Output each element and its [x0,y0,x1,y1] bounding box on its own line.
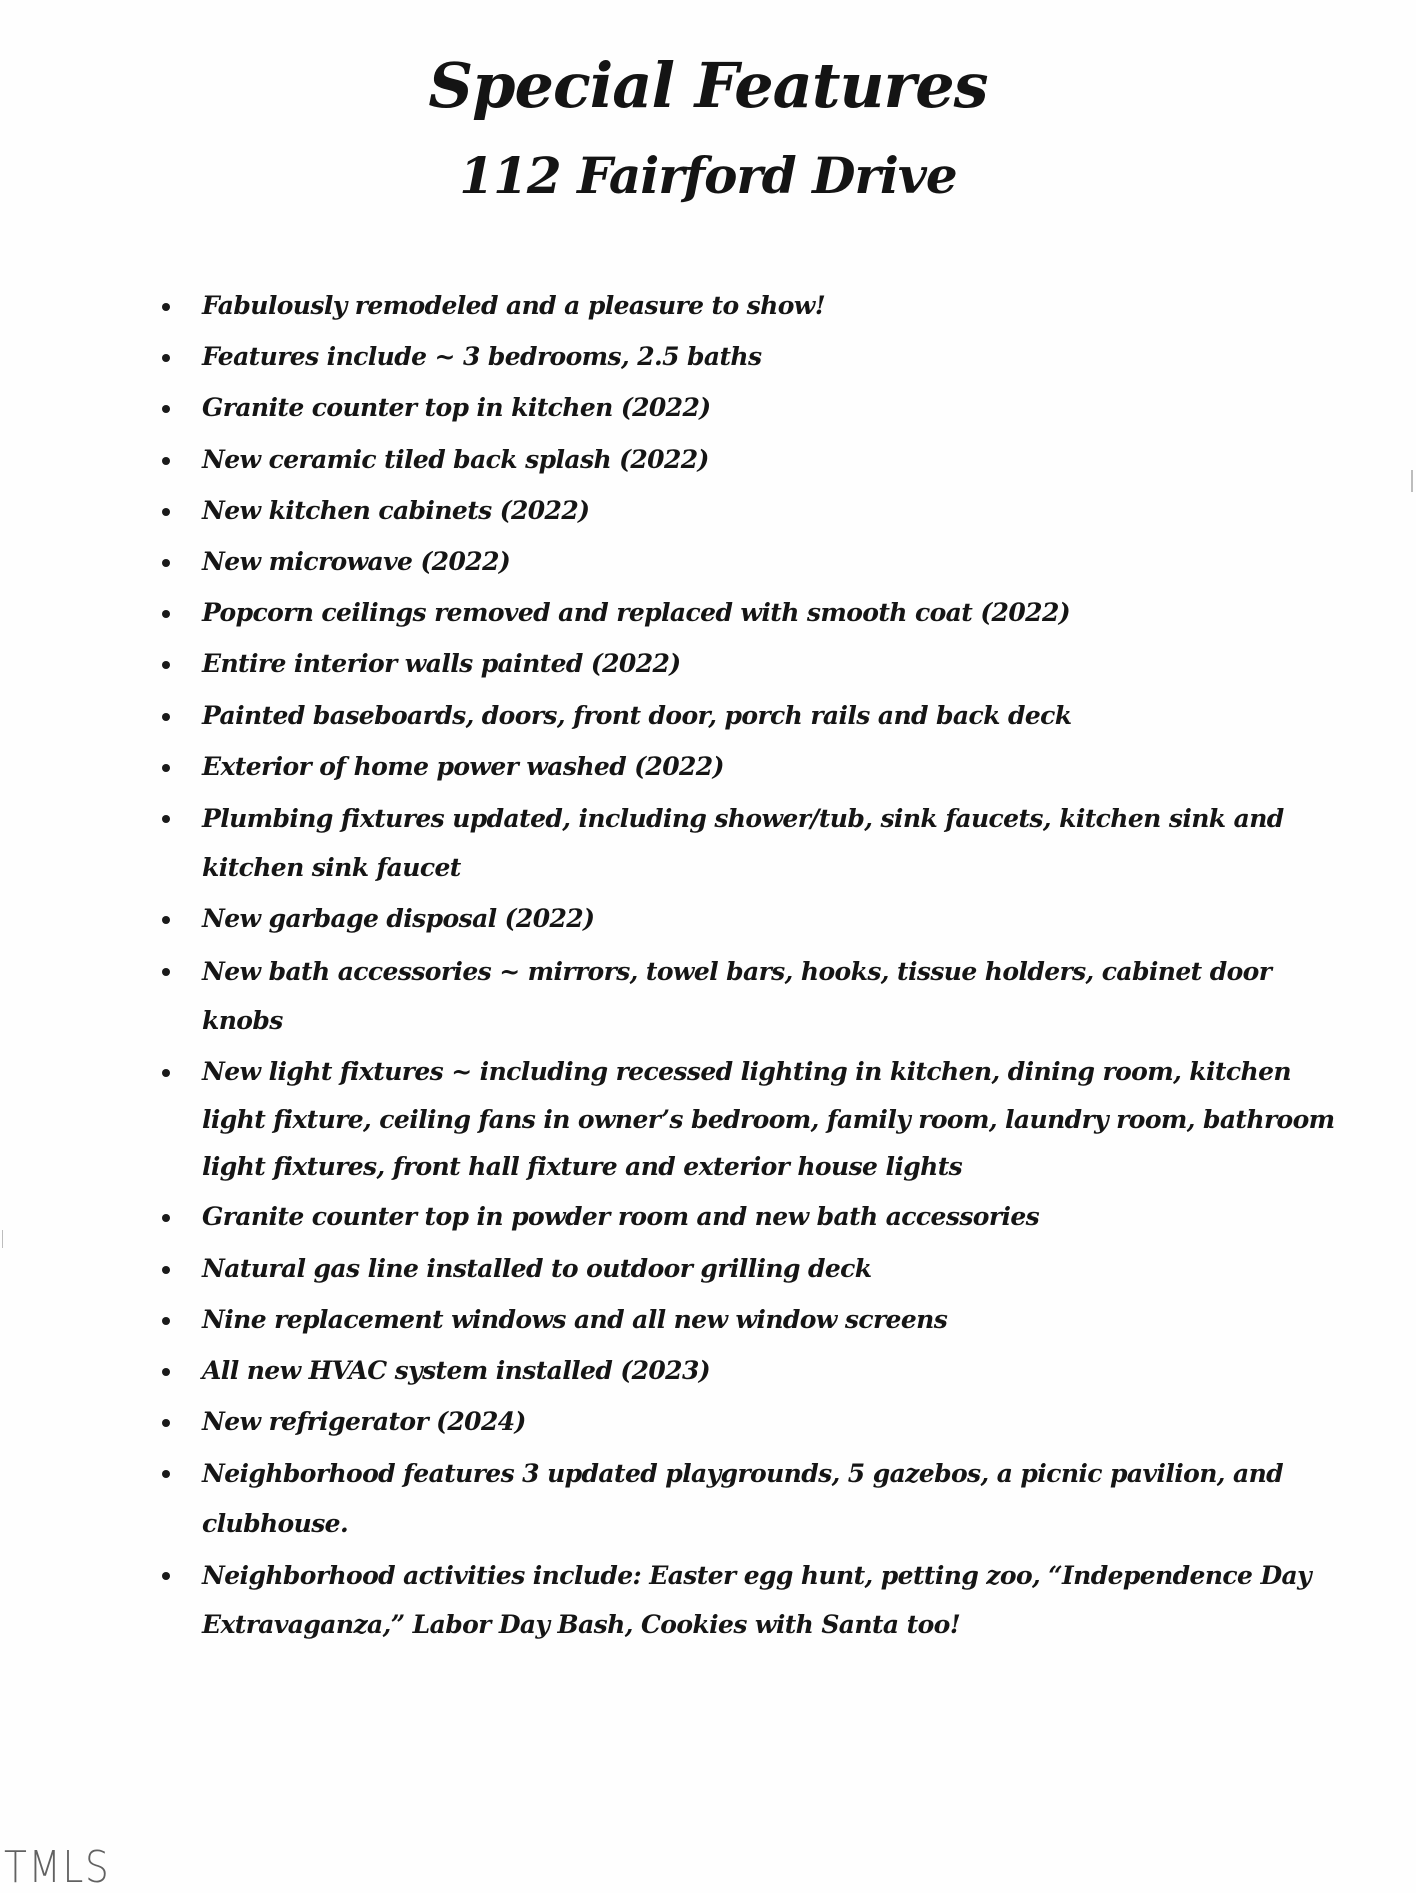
feature-text: New refrigerator (2024) [202,1407,526,1437]
feature-text: Granite counter top in kitchen (2022) [202,393,711,423]
bullet-icon [162,354,170,362]
bullet-icon [162,457,170,465]
bullet-icon [162,661,170,669]
bullet-icon [162,968,170,976]
feature-text: Plumbing fixtures updated, including shower/tub, sink faucets, kitchen sink and kitchen sink faucet [202,803,1284,883]
feature-text: New garbage disposal (2022) [202,904,595,934]
list-item [158,282,1358,331]
feature-text: New bath accessories ~ mirrors, towel bars, hooks, tissue holders, cabinet door knobs [202,956,1272,1036]
bullet-icon [162,405,170,413]
list-item [158,436,1358,485]
list-item [158,692,1358,741]
list-item [158,1398,1358,1447]
bullet-icon [162,1266,170,1274]
list-item [158,794,1358,893]
list-item [158,1048,1358,1191]
feature-list [158,282,1358,1652]
list-item [158,895,1358,944]
bullet-icon [162,916,170,924]
list-item [158,1245,1358,1294]
list-item [158,487,1358,536]
scan-edge-mark [1411,470,1413,492]
bullet-icon [162,508,170,516]
feature-text: Natural gas line installed to outdoor grilling deck [202,1253,872,1283]
feature-text: Neighborhood activities include: Easter egg hunt, petting zoo, “Independence Day Extravaganza,” Labor Day Bash, Cookies with Santa too! [202,1560,1312,1640]
bullet-icon [162,764,170,772]
feature-text: New microwave (2022) [202,546,511,576]
feature-text: Neighborhood features 3 updated playgrounds, 5 gazebos, a picnic pavilion, and clubhouse. [202,1459,1284,1538]
list-item [158,538,1358,587]
list-item [158,743,1358,792]
feature-text: Exterior of home power washed (2022) [202,751,724,781]
property-address: 112 Fairford Drive [459,146,957,205]
mls-watermark: TMLS [4,1842,111,1893]
page-title: Special Features [428,49,988,122]
list-item [158,1193,1358,1242]
bullet-icon [162,303,170,311]
bullet-icon [162,1470,170,1478]
bullet-icon [162,1572,170,1580]
bullet-icon [162,559,170,567]
list-item [158,384,1358,433]
bullet-icon [162,1419,170,1427]
bullet-icon [162,1368,170,1376]
feature-text: New ceramic tiled back splash (2022) [202,444,709,474]
feature-text: Entire interior walls painted (2022) [202,649,681,679]
feature-text: Popcorn ceilings removed and replaced with smooth coat (2022) [202,598,1070,628]
bullet-icon [162,1214,170,1222]
scan-edge-mark [2,1230,3,1248]
feature-text: Features include ~ 3 bedrooms, 2.5 baths [202,342,762,372]
feature-text: All new HVAC system installed (2023) [202,1355,710,1385]
bullet-icon [162,713,170,721]
feature-text: Painted baseboards, doors, front door, porch rails and back deck [202,700,1072,730]
bullet-icon [162,610,170,618]
feature-text: New light fixtures ~ including recessed lighting in kitchen, dining room, kitchen light fixture, ceiling fans in owner’s bedroom, family room, laundry room, bathroom light fixtures, front hall fixture and exterior house lights [202,1057,1335,1182]
feature-text: Nine replacement windows and all new window screens [202,1304,948,1334]
list-item [158,640,1358,689]
list-item [158,1296,1358,1345]
list-item [158,1551,1358,1650]
bullet-icon [162,815,170,823]
list-item [158,1347,1358,1396]
feature-text: Fabulously remodeled and a pleasure to show! [202,291,826,320]
list-item [158,1449,1358,1548]
bullet-icon [162,1069,170,1077]
list-item [158,333,1358,382]
feature-text: New kitchen cabinets (2022) [202,495,590,525]
list-item [158,947,1358,1046]
feature-text: Granite counter top in powder room and new bath accessories [202,1202,1040,1232]
bullet-icon [162,1317,170,1325]
list-item [158,589,1358,638]
